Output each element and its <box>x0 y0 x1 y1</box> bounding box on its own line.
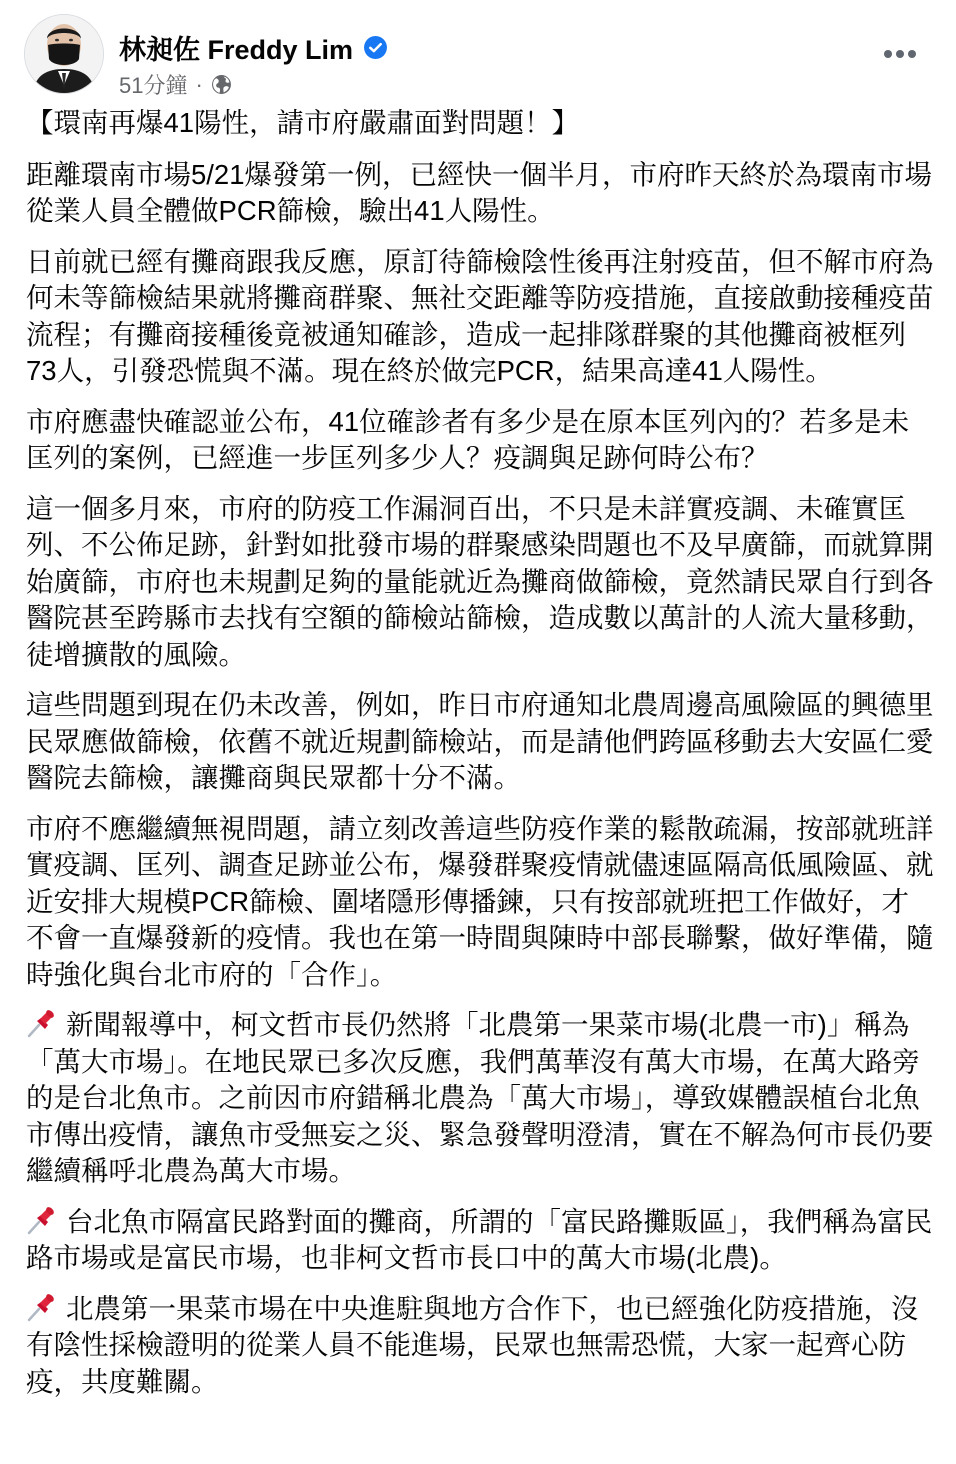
pinned-point <box>26 1204 936 1277</box>
pinned-point <box>26 1007 936 1190</box>
pushpin-icon <box>26 1008 58 1038</box>
author-name-text[interactable]: 林昶佐 Freddy Lim <box>119 35 354 65</box>
avatar[interactable] <box>24 14 104 94</box>
post-paragraph: 日前就已經有攤商跟我反應，原訂待篩檢陰性後再注射疫苗，但不解市府為何未等篩檢結果就將攤商群聚、無社交距離等防疫措施，直接啟動接種疫苗流程；有攤商接種後竟被通知確診，造成一起排隊群聚的其他攤商被框列73人，引發恐慌與不滿。現在終於做完PCR，結果高達41人陽性。 <box>26 245 934 386</box>
more-options-dot-icon <box>908 50 916 58</box>
post-title: 【環南再爆41陽性，請市府嚴肅面對問題！】 <box>26 107 580 138</box>
pinned-point <box>26 1291 936 1401</box>
post-header <box>24 14 932 98</box>
verified-badge-icon <box>363 35 388 60</box>
post-timestamp[interactable]: 51分鐘 <box>119 73 188 98</box>
pushpin-icon <box>26 1205 58 1235</box>
post-paragraph: 市府應盡快確認並公布，41位確診者有多少是在原本匡列內的？若多是未匡列的案例，已經進一步匡列多少人？疫調與足跡何時公布？ <box>26 405 910 473</box>
pinned-point-text: 新聞報導中，柯文哲市長仍然將「北農第一果菜市場(北農一市)」稱為「萬大市場」。在地民眾已多次反應，我們萬華沒有萬大市場，在萬大路旁的是台北魚市。之前因市府錯稱北農為「萬大市場」，導致媒體誤植台北魚市傳出疫情，讓魚市受無妄之災、緊急發聲明澄清，實在不解為何市長仍要繼續稱呼北農為萬大市場。 <box>26 1009 934 1186</box>
globe-icon[interactable] <box>211 74 232 95</box>
avatar-photo <box>25 15 103 93</box>
more-options-button[interactable] <box>884 50 916 58</box>
post-paragraph: 這些問題到現在仍未改善，例如，昨日市府通知北農周邊高風險區的興德里民眾應做篩檢，依舊不就近規劃篩檢站，而是請他們跨區移動去大安區仁愛醫院去篩檢，讓攤商與民眾都十分不滿。 <box>26 689 934 793</box>
author-name[interactable] <box>119 28 388 67</box>
pinned-point-text: 台北魚市隔富民路對面的攤商，所謂的「富民路攤販區」，我們稱為富民路市場或是富民市場，也非柯文哲市長口中的萬大市場(北農)。 <box>26 1205 933 1273</box>
more-options-dot-icon <box>896 50 904 58</box>
post-paragraph: 這一個多月來，市府的防疫工作漏洞百出，不只是未詳實疫調、未確實匡列、不公佈足跡，針對如批發市場的群聚感染問題也不及早廣篩，而就算開始廣篩，市府也未規劃足夠的量能就近為攤商做篩檢，竟然請民眾自行到各醫院甚至跨縣市去找有空額的篩檢站篩檢，造成數以萬計的人流大量移動，徒增擴散的風險。 <box>26 492 934 670</box>
post-meta <box>119 69 232 100</box>
post-body <box>26 105 936 1414</box>
more-options-dot-icon <box>884 50 892 58</box>
post-paragraph: 距離環南市場5/21爆發第一例，已經快一個半月，市府昨天終於為環南市場從業人員全體做PCR篩檢，驗出41人陽性。 <box>26 158 933 226</box>
meta-separator: · <box>195 71 203 97</box>
pinned-point-text: 北農第一果菜市場在中央進駐與地方合作下，也已經強化防疫措施，沒有陰性採檢證明的從業人員不能進場，民眾也無需恐慌，大家一起齊心防疫，共度難關。 <box>26 1292 919 1397</box>
post-paragraph: 市府不應繼續無視問題，請立刻改善這些防疫作業的鬆散疏漏，按部就班詳實疫調、匡列、調查足跡並公布，爆發群聚疫情就儘速區隔高低風險區、就近安排大規模PCR篩檢、圍堵隱形傳播鍊，只有按部就班把工作做好，才不會一直爆發新的疫情。我也在第一時間與陳時中部長聯繫，做好準備，隨時強化與台北市府的「合作」。 <box>26 812 934 990</box>
pushpin-icon <box>26 1292 58 1322</box>
